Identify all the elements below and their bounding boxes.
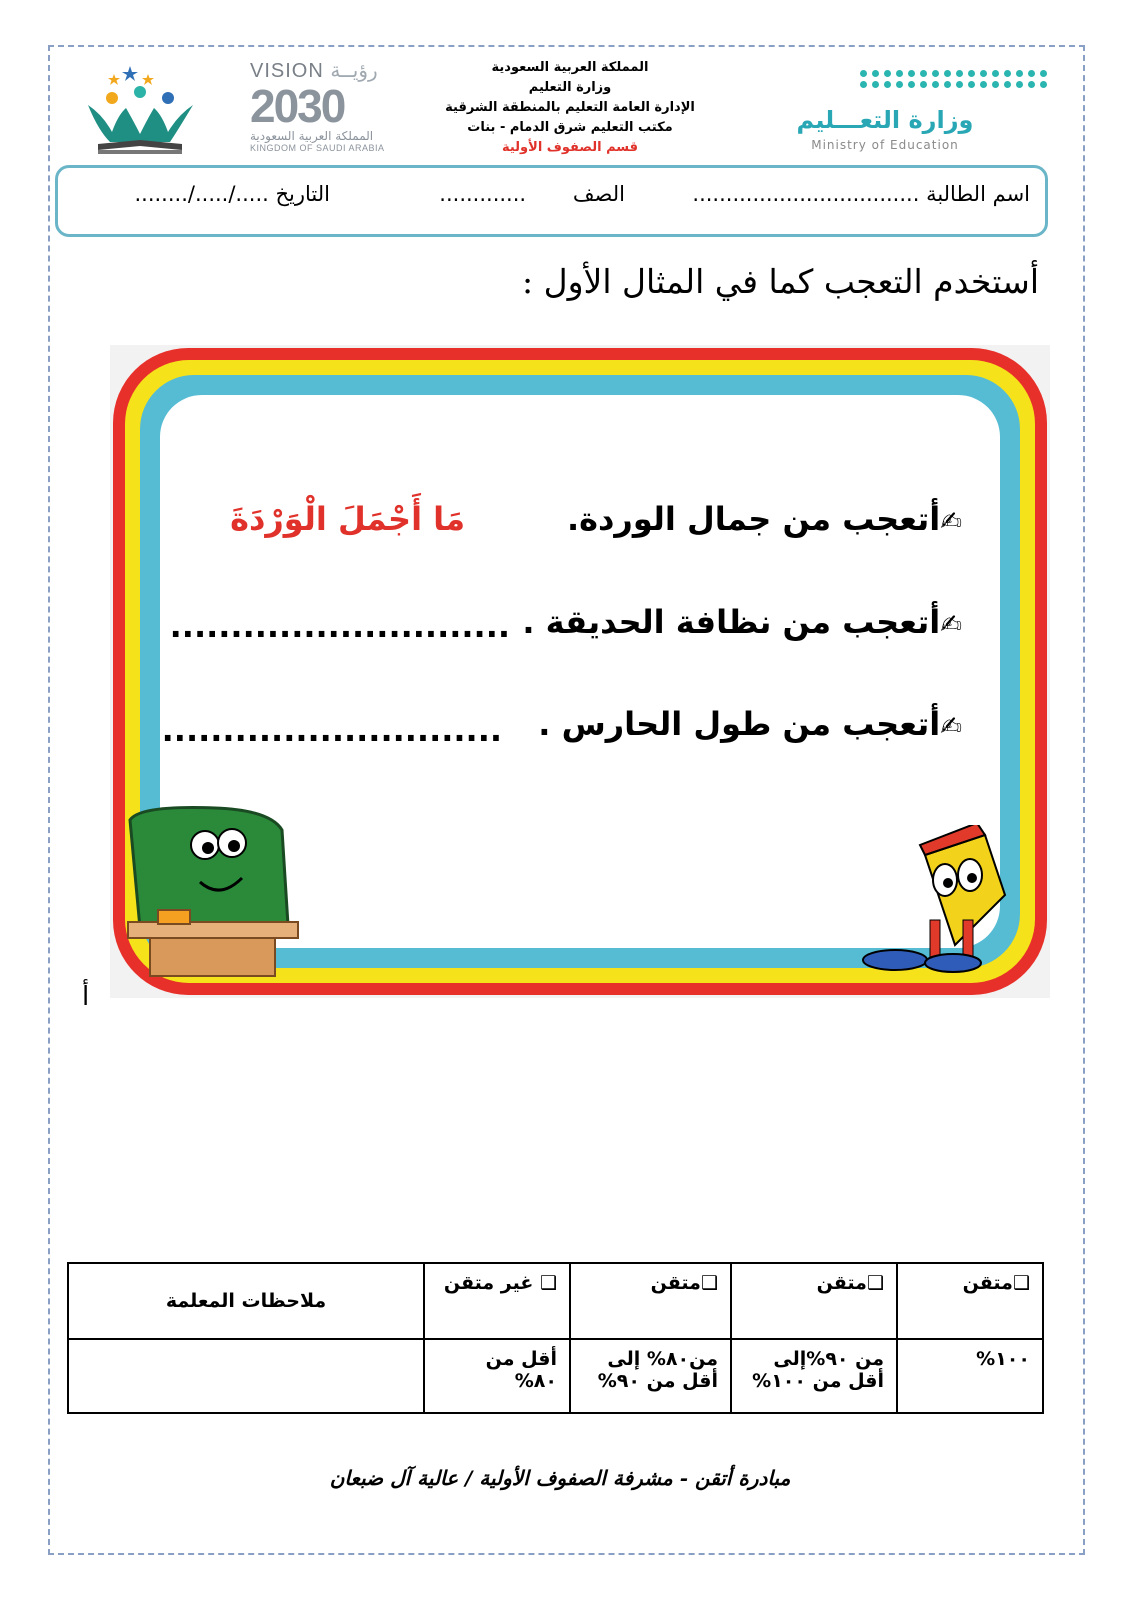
ministry-logo — [790, 68, 990, 158]
class-field[interactable] — [439, 182, 625, 206]
student-info-box — [55, 165, 1048, 237]
vision-year: 2030 — [250, 80, 345, 132]
class-label: الصف — [572, 182, 625, 206]
class-dots: ............. — [439, 182, 527, 206]
header-department: قسم الصفوف الأولية — [501, 140, 639, 155]
checkbox-icon: ❑ — [700, 1272, 718, 1294]
exercise-answer-blank[interactable]: ............................ — [161, 711, 502, 749]
chalkboard-character-icon — [120, 800, 305, 980]
table-row — [68, 1263, 1043, 1339]
table-cell: ١٠٠% — [897, 1339, 1043, 1413]
table-cell[interactable]: ❑متقن — [897, 1263, 1043, 1339]
student-name-label: اسم الطالبة — [926, 182, 1030, 206]
rubric-table — [67, 1262, 1044, 1414]
vision-2030-logo — [250, 58, 400, 163]
table-cell[interactable]: ❑متقن — [570, 1263, 731, 1339]
table-row — [68, 1339, 1043, 1413]
date-value: ...../...../........ — [134, 182, 269, 206]
student-name-dots: .................................. — [692, 182, 920, 206]
date-field[interactable] — [134, 182, 330, 206]
header-line: مكتب التعليم شرق الدمام - بنات — [467, 120, 673, 135]
checkbox-icon: ❑ — [539, 1272, 557, 1294]
date-label: التاريخ — [275, 182, 330, 206]
header-line: الإدارة العامة التعليم بالمنطقة الشرقية — [445, 100, 695, 115]
pencil-icon: ✍ — [940, 507, 962, 537]
ministry-logo-arabic: وزارة التعـــليم — [796, 106, 974, 134]
exercise-frame — [110, 345, 1050, 998]
header-text — [410, 58, 730, 158]
exercise-answer-example: مَا أَجْمَلَ الْوَرْدَةَ — [230, 500, 465, 538]
instruction-title: أستخدم التعجب كما في المثال الأول : — [521, 262, 1039, 301]
exercise-answer-blank[interactable]: ............................ — [169, 607, 510, 645]
header-line: وزارة التعليم — [528, 80, 612, 95]
student-name-field[interactable] — [692, 182, 1030, 206]
table-cell: من ٩٠%إلى أقل من ١٠٠% — [731, 1339, 897, 1413]
footer-credit: مبادرة أتقن - مشرفة الصفوف الأولية / عالية آل ضبعان — [329, 1466, 791, 1490]
exercise-sentence: ✍أتعجب من نظافة الحديقة . — [522, 603, 962, 641]
vision-english: KINGDOM OF SAUDI ARABIA — [250, 143, 385, 153]
table-cell: أقل من ٨٠% — [424, 1339, 570, 1413]
table-cell: من٨٠% إلى أقل من ٩٠% — [570, 1339, 731, 1413]
checkbox-icon: ❑ — [1012, 1272, 1030, 1294]
vision-arabic: المملكة العربية السعودية — [250, 129, 374, 143]
ministry-logo-english: Ministry of Education — [811, 138, 959, 152]
vision-word: VISION — [250, 60, 324, 82]
table-cell[interactable]: ❑ غير متقن — [424, 1263, 570, 1339]
header-line: المملكة العربية السعودية — [491, 60, 649, 75]
stray-letter: أ — [82, 982, 90, 1012]
teacher-notes-header: ملاحظات المعلمة — [68, 1263, 424, 1339]
exercise-sentence: ✍أتعجب من جمال الوردة. — [566, 500, 962, 538]
teacher-notes-cell[interactable] — [68, 1339, 424, 1413]
logo-dots-icon — [860, 70, 1049, 88]
pencil-character-icon — [845, 825, 1015, 975]
checkbox-icon: ❑ — [866, 1272, 884, 1294]
exercise-sentence: ✍أتعجب من طول الحارس . — [538, 705, 962, 743]
school-logo-icon — [78, 60, 203, 160]
pencil-icon: ✍ — [940, 610, 962, 640]
vision-arabic-word: رؤيــة — [330, 60, 378, 82]
table-cell[interactable]: ❑متقن — [731, 1263, 897, 1339]
pencil-icon: ✍ — [940, 712, 962, 742]
